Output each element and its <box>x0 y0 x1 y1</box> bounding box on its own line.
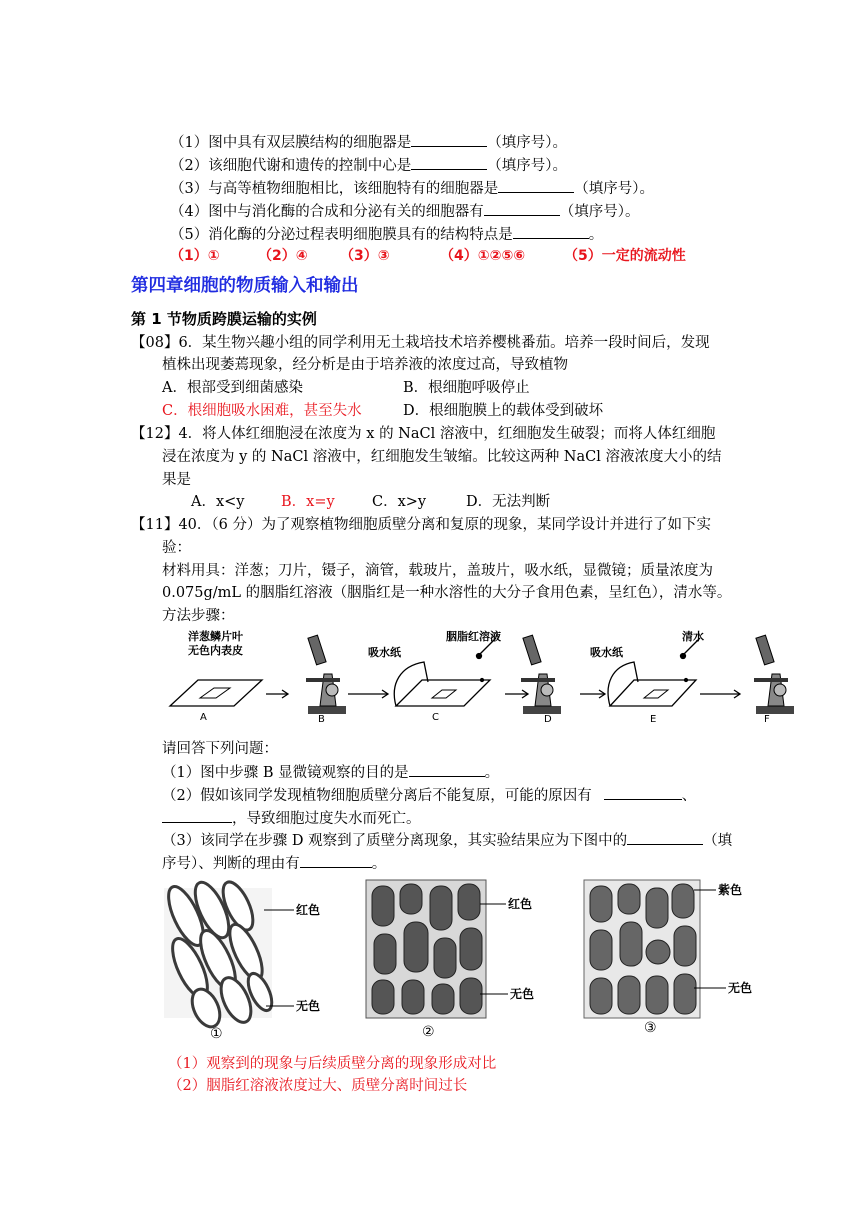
flow-label-e-paper: 吸水纸 <box>590 646 623 659</box>
flow-label-a-1: 洋葱鳞片叶 <box>188 630 243 643</box>
micrograph-1-number: ① <box>210 1026 223 1042</box>
microscope-f-icon <box>754 635 794 714</box>
q11-line-5: 方法步骤： <box>162 608 235 624</box>
step-label-c: C <box>432 712 439 723</box>
q11-answer-2: （2）胭脂红溶液浓度过大、质壁分离时间过长 <box>168 1078 468 1094</box>
micrograph-2-label-top: 红色 <box>508 897 533 911</box>
step-label-b: B <box>318 714 325 725</box>
micrograph-figures <box>160 876 780 1042</box>
procedure-flow-diagram <box>160 624 800 730</box>
q-top-answers: （1）① （2）④ （3）③ （4）①②⑤⑥ （5）一定的流动性 <box>170 248 686 264</box>
step-label-e: E <box>650 714 657 725</box>
slide-a-icon <box>170 680 262 706</box>
micrograph-2-label-bottom: 无色 <box>510 987 535 1001</box>
answer-blank <box>484 201 560 216</box>
step-label-d: D <box>544 714 552 725</box>
micrograph-3 <box>584 880 752 1036</box>
answer-blank <box>411 155 487 170</box>
q08-option-a: A．根部受到细菌感染 <box>162 380 303 396</box>
slide-e-icon <box>610 680 696 706</box>
q11-sub-2: （2）假如该同学发现植物细胞质壁分离后不能复原，可能的原因有 、 <box>162 785 696 806</box>
q08-option-b: B．根细胞呼吸停止 <box>403 380 530 396</box>
q11-line-2: 验： <box>162 540 191 556</box>
flow-label-c-paper: 吸水纸 <box>368 646 401 659</box>
answer-blank <box>604 785 682 800</box>
q11-line-1: 【11】40．（6 分）为了观察植物细胞质壁分离和复原的现象，某同学设计并进行了如下实 <box>131 517 711 533</box>
q11-sub-3: （3）该同学在步骤 D 观察到了质壁分离现象，其实验结果应为下图中的 （填 <box>162 830 732 851</box>
q12-option-b: B．x=y <box>281 494 335 510</box>
answer-blank <box>162 808 232 823</box>
micrograph-3-number: ③ <box>644 1020 657 1036</box>
answer-blank <box>498 178 574 193</box>
answer-blank <box>411 132 487 147</box>
chapter-title: 第四章细胞的物质输入和输出 <box>131 276 359 296</box>
section-title: 第 1 节物质跨膜运输的实例 <box>131 310 317 328</box>
micrograph-1 <box>162 878 320 1042</box>
micrograph-3-label-top: 紫色 <box>718 883 743 897</box>
q12-option-a: A．x<y <box>191 494 245 510</box>
q08-option-c: C．根细胞吸水困难，甚至失水 <box>162 403 362 419</box>
microscope-b-icon <box>306 635 346 714</box>
step-label-f: F <box>764 714 770 725</box>
q-top-item-5: （5）消化酶的分泌过程表明细胞膜具有的结构特点是 。 <box>170 224 603 245</box>
q-top-item-1: （1）图中具有双层膜结构的细胞器是 （填序号）。 <box>170 132 567 153</box>
flow-label-c-drop: 胭脂红溶液 <box>446 630 501 643</box>
step-label-a: A <box>200 712 207 723</box>
q11-line-4: 0.075g/mL 的胭脂红溶液（胭脂红是一种水溶性的大分子食用色素，呈红色），清水等。 <box>162 585 732 601</box>
flow-label-a-2: 无色内表皮 <box>188 644 243 657</box>
slide-c-icon <box>396 680 490 706</box>
q12-line-2: 浸在浓度为 y 的 NaCl 溶液中，红细胞发生皱缩。比较这两种 NaCl 溶液浓度大小的结 <box>162 449 722 465</box>
q11-sub-2-cont: ，导致细胞过度失水而死亡。 <box>162 808 421 829</box>
answer-blank <box>300 853 372 868</box>
flow-label-e-drop: 清水 <box>682 630 704 643</box>
q-top-item-3: （3）与高等植物细胞相比，该细胞特有的细胞器是 （填序号）。 <box>170 178 654 199</box>
q11-ask: 请回答下列问题： <box>162 741 278 757</box>
q11-sub-3-cont: 序号）、判断的理由有 。 <box>162 853 386 874</box>
q11-line-3: 材料用具：洋葱；刀片，镊子，滴管，载玻片，盖玻片，吸水纸，显微镜；质量浓度为 <box>162 563 713 579</box>
micrograph-1-label-top: 红色 <box>296 903 321 917</box>
micrograph-2-number: ② <box>422 1024 435 1040</box>
micrograph-3-label-bottom: 无色 <box>728 981 753 995</box>
answer-blank <box>409 762 485 777</box>
q12-option-d: D．无法判断 <box>466 494 551 510</box>
q11-sub-1: （1）图中步骤 B 显微镜观察的目的是 。 <box>162 762 499 783</box>
answer-blank <box>627 830 703 845</box>
q08-line-1: 【08】6．某生物兴趣小组的同学利用无土栽培技术培养樱桃番茄。培养一段时间后，发现 <box>131 335 710 351</box>
q-top-item-4: （4）图中与消化酶的合成和分泌有关的细胞器有 （填序号）。 <box>170 201 639 222</box>
q08-line-2: 植株出现萎蔫现象，经分析是由于培养液的浓度过高，导致植物 <box>162 357 568 373</box>
micrograph-2 <box>366 880 534 1040</box>
q08-option-d: D．根细胞膜上的载体受到破坏 <box>403 403 604 419</box>
q12-line-1: 【12】4．将人体红细胞浸在浓度为 x 的 NaCl 溶液中，红细胞发生破裂；而将人体红细胞 <box>131 426 716 442</box>
q12-option-c: C．x>y <box>372 494 427 510</box>
micrograph-1-label-bottom: 无色 <box>296 999 321 1013</box>
microscope-d-icon <box>521 635 561 714</box>
answer-blank <box>513 224 589 239</box>
q12-line-3: 果是 <box>162 472 191 488</box>
q11-answer-1: （1）观察到的现象与后续质壁分离的现象形成对比 <box>168 1056 497 1072</box>
q-top-item-2: （2）该细胞代谢和遗传的控制中心是 （填序号）。 <box>170 155 567 176</box>
